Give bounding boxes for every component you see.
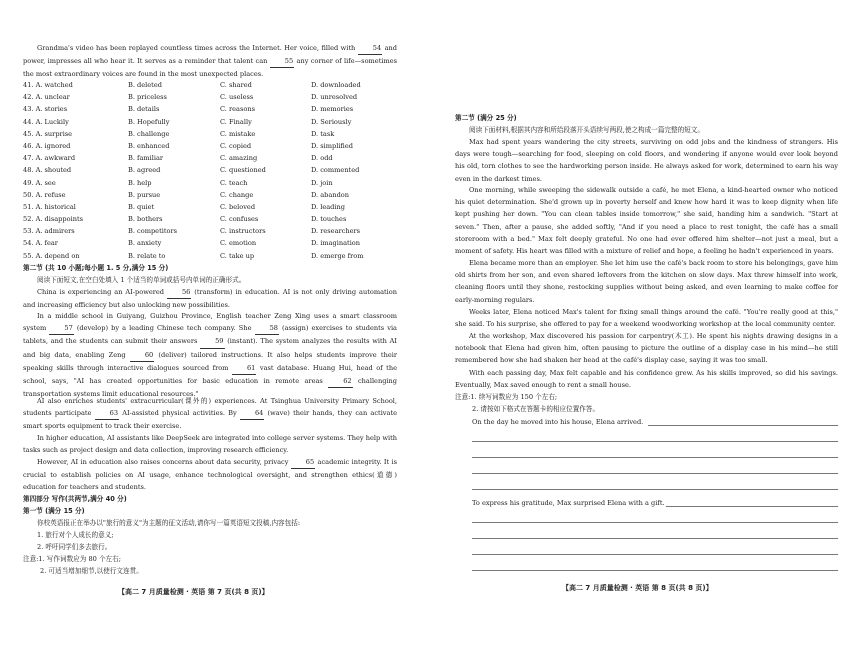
grammar-para-1: China is experiencing an AI-powered 56 (transform) in education. AI is not only driving automation and increasing efficiency but also unlocking new possibilities. xyxy=(23,288,397,310)
option-d[interactable]: D. memories xyxy=(311,105,354,114)
right-page xyxy=(430,0,860,666)
option-b[interactable]: B. quiet xyxy=(128,202,155,211)
option-row xyxy=(23,177,413,189)
option-c[interactable]: C. shared xyxy=(220,81,252,89)
blank-65[interactable]: 65 xyxy=(291,456,315,469)
option-c[interactable]: C. questioned xyxy=(220,166,266,175)
option-d[interactable]: D. join xyxy=(311,178,333,187)
option-row xyxy=(23,189,413,201)
writing-section-2-heading: 第二节 (满分 25 分) xyxy=(455,114,517,122)
option-b[interactable]: B. familiar xyxy=(128,154,164,163)
story-para-1: Max had spent years wandering the city streets, surviving on odd jobs and the kindness of strangers. His days were tough—searching for food, sleeping on cold floors, and wondering if anyone would ever look beyond his old, torn clothes to see the hardworking person inside. He always asked for work, determined to earn his way even in the darkest times. xyxy=(455,138,838,183)
page-7-footer: 【高二 7 月质量检测 · 英语 第 7 页(共 8 页)】 xyxy=(118,588,269,596)
option-row xyxy=(23,225,413,237)
blank-56[interactable]: 56 xyxy=(167,286,191,299)
option-a[interactable]: 48. A. shouted xyxy=(23,166,72,175)
blank-61[interactable]: 61 xyxy=(232,362,256,375)
option-d[interactable]: D. Seriously xyxy=(311,117,352,126)
option-c[interactable]: C. teach xyxy=(220,178,248,187)
grammar-para-3: AI also enriches students' extracurricular(课外的) experiences. At Tsinghua University Primary School, students participate 63 AI-assisted physical activities. By 64 (wave) their hands, they can activate smart sports equipment to track their exercise. xyxy=(23,397,398,431)
blank-63[interactable]: 63 xyxy=(95,407,119,420)
option-a[interactable]: 45. A. surprise xyxy=(23,129,73,138)
option-b[interactable]: B. relate to xyxy=(128,251,166,260)
option-d[interactable]: D. leading xyxy=(311,202,345,211)
writing-requirement-1: 1. 旅行对个人成长的意义; xyxy=(37,531,114,539)
option-b[interactable]: B. competitors xyxy=(128,227,177,236)
story-para-2: One morning, while sweeping the sidewalk outside a café, he met Elena, a kind-hearted owner who noticed his quiet determination. She'd grown up in poverty herself and knew how hard it was to keep dignity when life kept pushing her down. "You can clean tables inside tomorrow," she said, handing him a sandwich. "Start at seven." Then, after a pause, she added softly, "And if you need a place to rest tonight, the café has a small storeroom with a bed." Max felt deeply grateful. No one had ever offered him shelter—not just a meal, but a moment of safety. His heart was filled with a mixture of relief and hope, a feeling he hadn't experienced in years. xyxy=(455,186,838,256)
option-a[interactable]: 54. A. fear xyxy=(23,239,58,248)
option-b[interactable]: B. bothers xyxy=(128,215,163,224)
option-b[interactable]: B. deleted xyxy=(128,81,162,89)
option-a[interactable]: 47. A. awkward xyxy=(23,154,76,163)
option-b[interactable]: B. pursue xyxy=(128,190,161,199)
option-d[interactable]: D. imagination xyxy=(311,239,361,248)
option-c[interactable]: C. emotion xyxy=(220,239,257,248)
blank-60[interactable]: 60 xyxy=(130,349,154,362)
option-row xyxy=(23,250,413,262)
grammar-para-4: In higher education, AI assistants like DeepSeek are integrated into college server systems. They help with tasks such as project design and data collection, improving research efficiency. xyxy=(23,434,397,455)
writing-note-2: 2. 可适当增加细节,以使行文连贯。 xyxy=(40,567,143,575)
option-d[interactable]: D. emerge from xyxy=(311,251,364,260)
option-b[interactable]: B. details xyxy=(128,105,160,114)
part-4-heading: 第四部分 写作(共两节,满分 40 分) xyxy=(23,495,127,503)
option-row xyxy=(23,116,413,128)
option-c[interactable]: C. beloved xyxy=(220,202,256,211)
option-row xyxy=(23,91,413,103)
grammar-para-2: In a middle school in Guiyang, Guizhou Province, English teacher Zeng Xing uses a smart classroom system 57 (develop) by a leading Chinese tech company. She 58 (assign) exercises to students via tablets, and the students can submit their answers 59 (instant). The system analyzes the results with AI and big data, enabling Zeng 60 (deliver) tailored instructions. It also helps students improve their speaking skills through interactive dialogues sourced from 61 vast database. Huang Hui, head of the school, says, "AI has created opportunities for basic education in remote areas 62 challenging transportation systems limit educational resources." xyxy=(23,312,397,399)
option-d[interactable]: D. task xyxy=(311,129,335,138)
continuation-prompt-1: On the day he moved into his house, Elena arrived. xyxy=(472,418,644,426)
grammar-para-5: However, AI in education also raises concerns about data security, privacy 65 academic integrity. It is crucial to establish policies on AI usage, enhance technological oversight, and strengthen ethics(道德) education for teachers and students. xyxy=(23,458,397,492)
option-d[interactable]: D. abandon xyxy=(311,190,350,199)
option-c[interactable]: C. useless xyxy=(220,93,254,102)
option-a[interactable]: 49. A. see xyxy=(23,178,56,187)
answer-line[interactable] xyxy=(648,425,838,426)
option-c[interactable]: C. amazing xyxy=(220,154,258,163)
option-d[interactable]: D. touches xyxy=(311,215,347,224)
blank-54[interactable]: 54 xyxy=(358,42,382,55)
option-a[interactable]: 42. A. unclear xyxy=(23,93,70,102)
option-b[interactable]: B. Hopefully xyxy=(128,117,170,126)
answer-line[interactable] xyxy=(472,473,838,474)
option-row xyxy=(23,164,413,176)
option-a[interactable]: 53. A. admirers xyxy=(23,227,75,236)
section-2-instruction: 阅读下面短文,在空白处填入 1 个适当的单词或括号内单词的正确形式。 xyxy=(37,276,246,284)
option-row xyxy=(23,140,413,152)
answer-line[interactable] xyxy=(472,441,838,442)
continuation-prompt-2: To express his gratitude, Max surprised Elena with a gift. xyxy=(472,499,665,507)
continuation-note-1: 注意:1. 续写词数应为 150 个左右; xyxy=(455,393,558,401)
cloze-options-table xyxy=(23,79,413,262)
story-para-5: At the workshop, Max discovered his passion for carpentry(木工). He spent his nights drawing designs in a notebook that Elena had given him, often pausing to picture the outline of a display case in his mind—he still remembered how she had shaken her head at the café's display case, saying it was too small. xyxy=(455,332,838,365)
option-d[interactable]: D. simplified xyxy=(311,141,353,150)
option-b[interactable]: B. anxiety xyxy=(128,239,162,248)
continuation-note-2: 2. 请按如下格式在答题卡的相应位置作答。 xyxy=(472,405,600,413)
option-a[interactable]: 43. A. stories xyxy=(23,105,68,114)
option-row xyxy=(23,152,413,164)
page-8-footer: 【高二 7 月质量检测 · 英语 第 8 页(共 8 页)】 xyxy=(562,584,713,592)
section-2-heading: 第二节 (共 10 小题;每小题 1. 5 分,满分 15 分) xyxy=(23,264,169,272)
writing-note-1: 注意:1. 写作词数应为 80 个左右; xyxy=(23,555,121,563)
blank-59[interactable]: 59 xyxy=(200,335,224,348)
option-row xyxy=(23,237,413,249)
answer-line[interactable] xyxy=(472,457,838,458)
option-d[interactable]: D. commented xyxy=(311,166,360,175)
option-c[interactable]: C. confuses xyxy=(220,215,259,224)
story-para-3: Elena became more than an employer. She let him use the café's back room to store his belongings, gave him old shirts from her son, and even shared leftovers from the kitchen on slow days. Max threw himself into work, cleaning floors until they shone, restocking supplies without being asked, and even learning to make coffee for early-morning regulars. xyxy=(455,259,838,304)
option-d[interactable]: D. downloaded xyxy=(311,81,361,89)
option-c[interactable]: C. take up xyxy=(220,251,255,260)
option-c[interactable]: C. Finally xyxy=(220,117,252,126)
option-row xyxy=(23,79,413,91)
option-row xyxy=(23,201,413,213)
option-c[interactable]: C. reasons xyxy=(220,105,255,114)
option-b[interactable]: B. challenge xyxy=(128,129,170,138)
option-row xyxy=(23,213,413,225)
option-a[interactable]: 41. A. watched xyxy=(23,81,73,89)
option-c[interactable]: C. instructors xyxy=(220,227,266,236)
answer-line[interactable] xyxy=(472,570,838,571)
option-c[interactable]: C. copied xyxy=(220,141,252,150)
story-para-4: Weeks later, Elena noticed Max's talent for fixing small things around the café. "You're really good at this," she said. To his surprise, she offered to pay for a weekend woodworking workshop at the local community center. xyxy=(455,308,838,329)
writing-task: 你校英语报正在举办以"旅行的意义"为主题的征文活动,请你写一篇英语短文投稿,内容包括: xyxy=(37,519,301,527)
blank-57[interactable]: 57 xyxy=(49,322,73,335)
option-b[interactable]: B. help xyxy=(128,178,152,187)
passage-ending: Grandma's video has been replayed countless times across the Internet. Her voice, filled with 54 and power, impresses all who hear it. It serves as a reminder that talent can 55 any corner of life—sometimes the most extraordinary voices are found in the most unexpected places. xyxy=(23,44,398,79)
option-d[interactable]: D. researchers xyxy=(311,227,361,236)
option-b[interactable]: B. agreed xyxy=(128,166,161,175)
option-a[interactable]: 52. A. disappoints xyxy=(23,215,83,224)
blank-62[interactable]: 62 xyxy=(328,375,352,388)
answer-line[interactable] xyxy=(472,489,838,490)
option-d[interactable]: D. odd xyxy=(311,154,333,163)
option-row xyxy=(23,128,413,140)
option-c[interactable]: C. mistake xyxy=(220,129,256,138)
blank-64[interactable]: 64 xyxy=(240,407,264,420)
option-a[interactable]: 44. A. Luckily xyxy=(23,117,69,126)
blank-55[interactable]: 55 xyxy=(270,55,294,68)
option-b[interactable]: B. priceless xyxy=(128,93,167,102)
option-c[interactable]: C. change xyxy=(220,190,254,199)
option-a[interactable]: 50. A. refuse xyxy=(23,190,66,199)
option-row xyxy=(23,103,413,115)
writing-section-1-heading: 第一节 (满分 15 分) xyxy=(23,507,85,515)
option-d[interactable]: D. unresolved xyxy=(311,93,358,102)
answer-line[interactable] xyxy=(472,554,838,555)
option-a[interactable]: 51. A. historical xyxy=(23,202,76,211)
story-para-6: With each passing day, Max felt capable and his confidence grew. As his skills improved, so did his savings. Eventually, Max saved enough to rent a small house. xyxy=(455,369,838,390)
answer-line[interactable] xyxy=(666,506,838,507)
answer-line[interactable] xyxy=(472,522,838,523)
answer-line[interactable] xyxy=(472,538,838,539)
option-b[interactable]: B. enhanced xyxy=(128,141,170,150)
continuation-instruction: 阅读下面材料,根据其内容和所给段落开头语续写两段,使之构成一篇完整的短文。 xyxy=(469,126,704,134)
blank-58[interactable]: 58 xyxy=(255,322,279,335)
option-a[interactable]: 46. A. ignored xyxy=(23,141,71,150)
writing-requirement-2: 2. 呼吁同学们多去旅行。 xyxy=(37,543,112,551)
option-a[interactable]: 55. A. depend on xyxy=(23,251,80,260)
